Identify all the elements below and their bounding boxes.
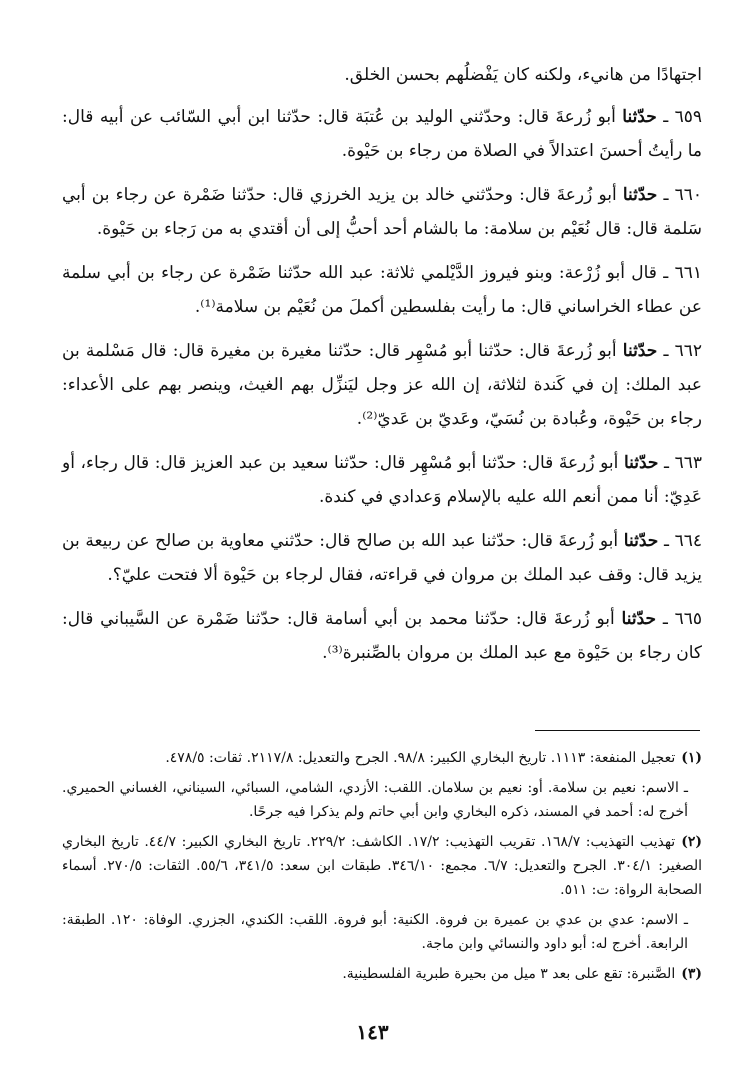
hadith-number: ٦٥٩ ـ xyxy=(663,107,703,127)
hadith-number: ٦٦٤ ـ xyxy=(663,531,702,551)
hadith-660 xyxy=(62,178,702,246)
hadith-keyword: حدّثنا xyxy=(621,609,657,629)
hadith-663 xyxy=(62,446,702,514)
hadith-keyword: حدّثنا xyxy=(622,107,657,127)
hadith-text: أبو زُرعةَ قال: وحدّثني الوليد بن عُتبَة قال: حدّثنا ابن أبي السّائب عن أبيه قال: ما رأيتُ أحسنَ اعتدالاً في الصلاة من رجاء بن حَيْوة. xyxy=(62,107,702,161)
hadith-665 xyxy=(62,602,702,670)
hadith-662 xyxy=(62,334,702,436)
main-text xyxy=(62,58,702,680)
footnote-3 xyxy=(62,962,702,986)
hadith-number: ٦٦٢ ـ xyxy=(663,341,703,361)
footnote-text: الصَّنبرة: تقع على بعد ٣ ميل من بحيرة طبرية الفلسطينية. xyxy=(342,966,676,982)
hadith-text: أبو زُرعةَ قال: وحدّثني خالد بن يزيد الخرزي قال: حدّثنا ضَمْرة عن رجاء بن أبي سَلمة قال: قال نُعَيْم بن سلامة: ما بالشام أحد أحبُّ إلى أن أقتدي به من رَجاء بن حَيْوة. xyxy=(62,185,702,239)
hadith-text: أبو زُرعةَ قال: حدّثنا عبد الله بن صالح قال: حدّثني معاوية بن صالح عن ربيعة بن يزيد قال: وقف عبد الملك بن مروان في قراءته، فقال لرجاء بن حَيْوة ألا فتحت عليّ؟. xyxy=(62,531,702,585)
footnote-1-bio xyxy=(62,776,702,824)
footnote-text: ـ الاسم: نعيم بن سلامة. أو: نعيم بن سلامان. اللقب: الأزدي، الشامي، السبائي، السيناني، الغساني الحميري. أخرج له: أحمد في المسند، ذكره البخاري وابن أبي حاتم ولم يذكرا فيه جرحًا. xyxy=(62,780,688,820)
page-number: ١٤٣ xyxy=(356,1020,389,1044)
hadith-number: ٦٦٥ ـ xyxy=(662,609,702,629)
hadith-661 xyxy=(62,256,702,324)
footnote-text: تهذيب التهذيب: ١٦٨/٧. تقريب التهذيب: ١٧/٢. الكاشف: ٢٢٩/٢. تاريخ البخاري الكبير: ٤٤/٧. تاريخ البخاري الصغير: ٣٠٤/١. الجرح والتعديل: ٦/٧. مجمع: ٣٤٦/١٠. طبقات ابن سعد: ٣٤١/٥، ٥٥/٦. الثقات: ٢٧٠/٥. أسماء الصحابة الرواة: ت: ٥١١. xyxy=(62,834,703,898)
hadith-text: أبو زُرعةَ قال: حدّثنا محمد بن أبي أسامة قال: حدّثنا ضَمْرة عن السَّيباني قال: كان رجاء بن حَيْوة مع عبد الملك بن مروان بالصِّنبرة⁽³⁾. xyxy=(62,609,702,663)
hadith-number: ٦٦٠ ـ xyxy=(663,185,703,205)
footnote-mark: (٣) xyxy=(681,966,702,982)
footnote-text: ـ الاسم: عدي بن عدي بن عميرة بن فروة. الكنية: أبو فروة. اللقب: الكندي، الجزري. الوفاة: ١٢٠. الطبقة: الرابعة. أخرج له: أبو داود والنسائي وابن ماجة. xyxy=(62,912,688,952)
hadith-text: قال أبو زُرْعة: وبنو فيروز الدَّيْلمي ثلاثة: عبد الله حدّثنا ضَمْرة عن رجاء بن أبي سلمة عن عطاء الخراساني قال: ما رأيت بفلسطين أكملَ من نُعَيْم بن سلامة⁽¹⁾. xyxy=(62,263,702,317)
footnote-mark: (١) xyxy=(681,750,702,766)
hadith-number: ٦٦١ ـ xyxy=(663,263,702,283)
hadith-keyword: حدّثنا xyxy=(622,185,658,205)
footnotes xyxy=(62,746,702,992)
footnote-text: تعجيل المنفعة: ١١١٣. تاريخ البخاري الكبير: ٩٨/٨. الجرح والتعديل: ٢١١٧/٨. ثقات: ٤٧٨/٥. xyxy=(165,750,676,766)
footnote-separator xyxy=(535,730,700,731)
hadith-keyword: حدّثنا xyxy=(623,531,659,551)
footnote-1 xyxy=(62,746,702,770)
hadith-text: أبو زُرعةَ قال: حدّثنا أبو مُسْهِر قال: حدّثنا سعيد بن عبد العزيز قال: قال رجاء، أو عَدِيّ: أنا ممن أنعم الله عليه بالإسلام وَعدادي في كندة. xyxy=(62,453,702,507)
hadith-number: ٦٦٣ ـ xyxy=(664,453,702,473)
footnote-mark: (٢) xyxy=(681,834,702,850)
hadith-664 xyxy=(62,524,702,592)
hadith-659 xyxy=(62,100,702,168)
hadith-keyword: حدّثنا xyxy=(622,341,658,361)
footnote-2 xyxy=(62,830,702,902)
hadith-text: أبو زُرعةَ قال: حدّثنا أبو مُسْهِر قال: حدّثنا مغيرة بن مغيرة قال: قال مَسْلمة بن عبد الملك: إن في كَندة لثلاثة، إن الله عز وجل ليَنزِّل بهم الغيث، وينصر بهم على الأعداء: رجاء بن حَيْوة، وعُبادة بن نُسَيّ، وعَديّ بن عَديّ⁽²⁾. xyxy=(62,341,702,429)
hadith-keyword: حدّثنا xyxy=(623,453,659,473)
footnote-2-bio xyxy=(62,908,702,956)
intro-line: اجتهادًا من هانيء، ولكنه كان يَفْضلُهم بحسن الخلق. xyxy=(344,65,702,85)
